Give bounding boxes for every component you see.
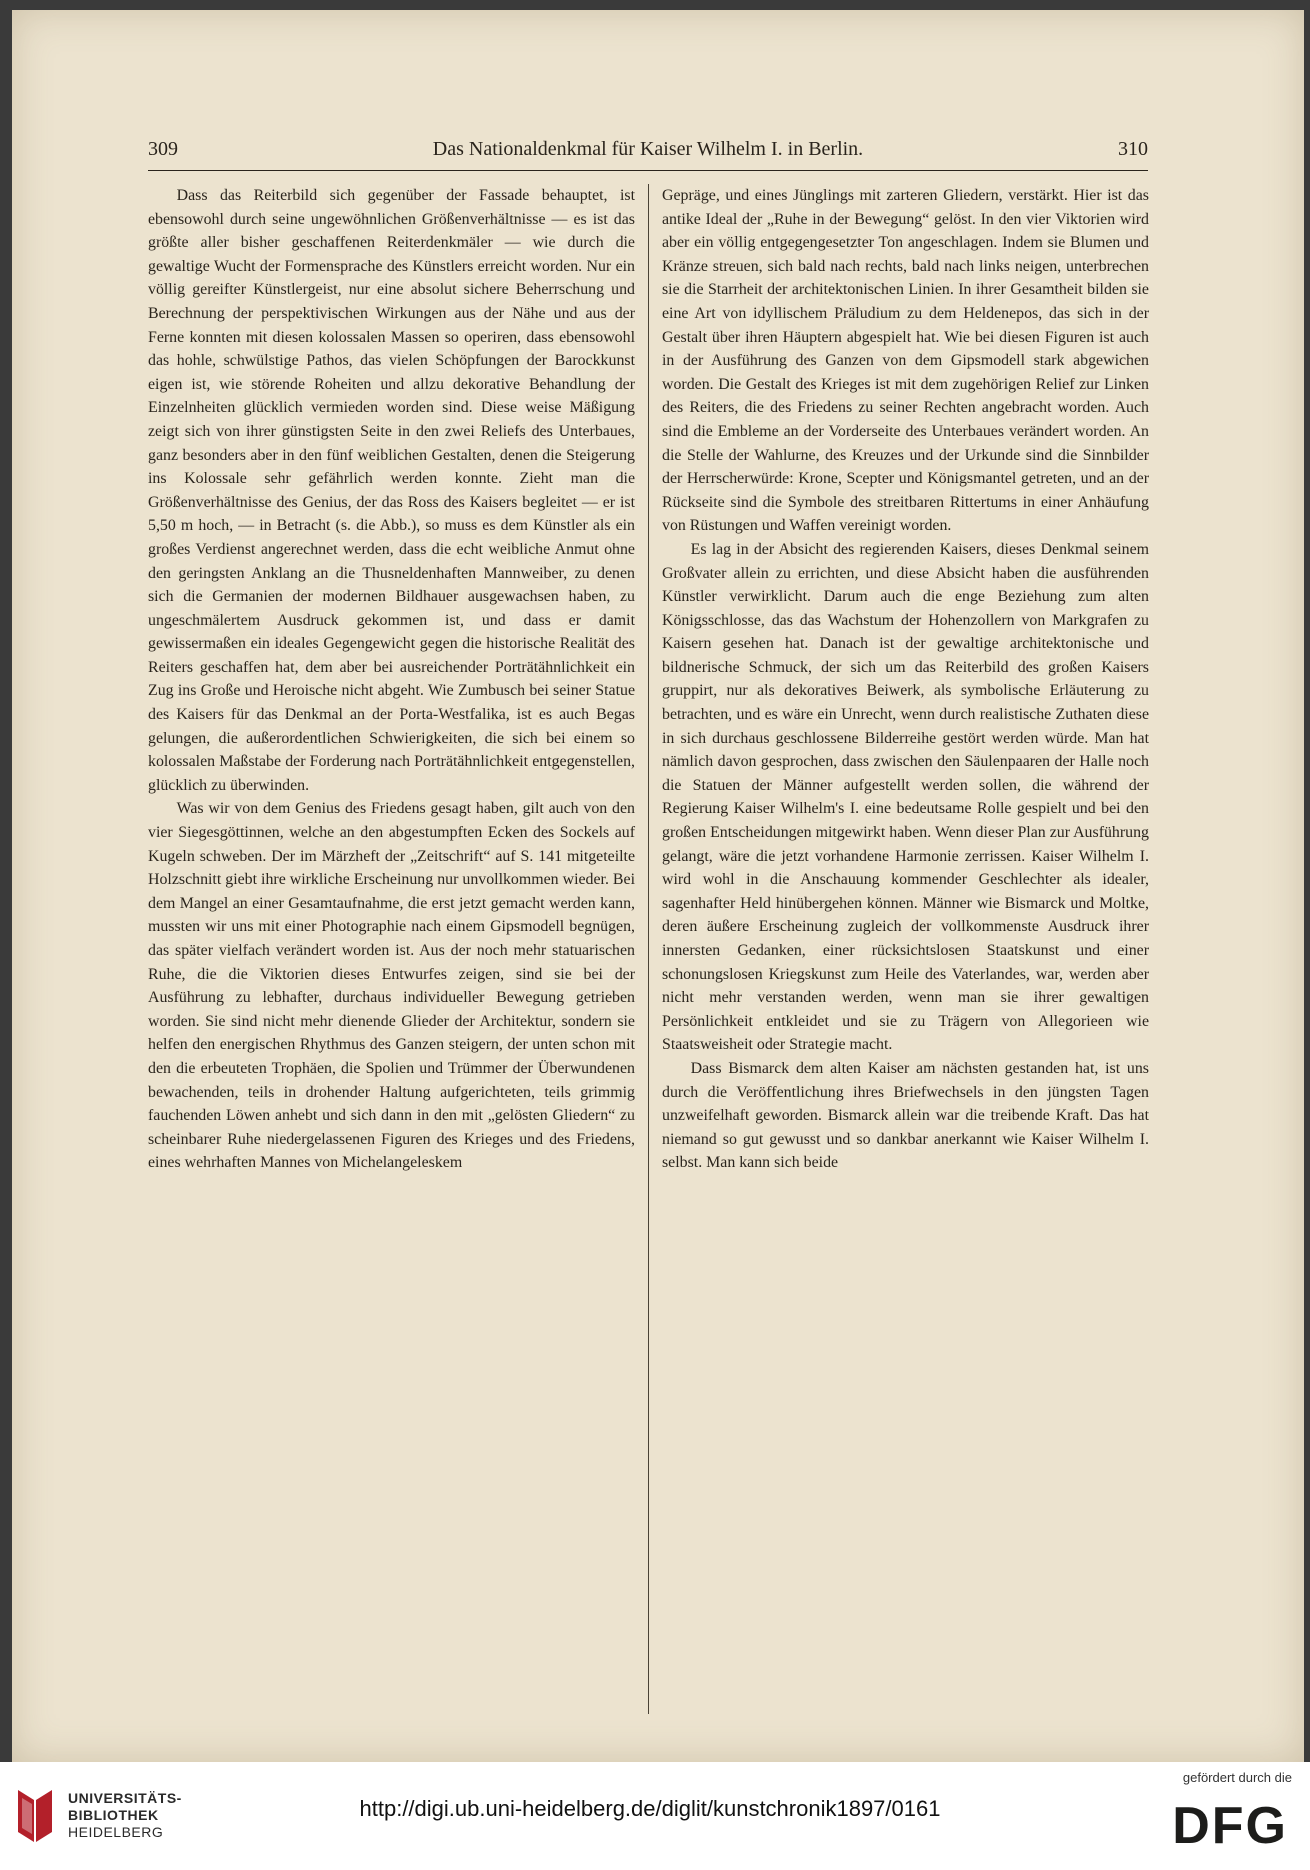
right-paragraph-1: Gepräge, und eines Jünglings mit zarteren Gliedern, verstärkt. Hier ist das antike Ideal der „Ruhe in der Bewegung“ gelöst. In den vier Viktorien wird aber ein völlig entgegengesetzter Ton angeschlagen. Indem sie Blumen und Kränze streuen, sich bald nach rechts, bald nach links neigen, unterbrechen sie die Starrheit der architektonischen Linien. In ihrer Gesamtheit bilden sie eine Art von idyllischem Präludium zu dem Heldenepos, das sich in der Gestalt über ihren Häuptern abgespielt hat. Wie bei diesen Figuren ist auch in der Ausführung des Ganzen von dem Gipsmodell stark abgewichen worden. Die Gestalt des Krieges ist mit dem zugehörigen Relief zur Linken des Reiters, die des Friedens zu seiner Rechten angebracht worden. Auch sind die Embleme an der Vorderseite des Unterbaues verändert worden. An die Stelle der Wahlurne, des Kreuzes und der Urkunde sind die Sinnbilder der Herrscherwürde: Krone, Scepter und Königsmantel getreten, und an der Rückseite sind die Symbole des streitbaren Rittertums in einer Anhäufung von Rüstungen und Waffen vereinigt worden. [662, 187, 1149, 535]
library-name [68, 1790, 182, 1841]
library-line-2: BIBLIOTHEK [68, 1807, 159, 1823]
page-number-right: 310 [1118, 138, 1148, 160]
left-paragraph-1: Dass das Reiterbild sich gegenüber der Fassade behauptet, ist ebensowohl durch seine ungewöhnlichen Größenverhältnisse — es ist das größte aller bisher geschaffenen Reiterdenkmäler — wie durch die gewaltige Wucht der Formensprache des Künstlers erreicht worden. Nur ein völlig gereifter Künstlergeist, nur eine absolut sichere Beherrschung und Berechnung der perspektivischen Wirkungen aus der Nähe und aus der Ferne konnten mit diesen kolossalen Massen so operiren, dass ebensowohl das hohle, schwülstige Pathos, das vielen Schöpfungen der Barockkunst eigen ist, wie störende Roheiten und allzu dekorative Behandlung der Einzelnheiten glücklich vermieden worden sind. Diese weise Mäßigung zeigt sich von ihrer günstigsten Seite in den zwei Reliefs des Unterbaues, ganz besonders aber in den fünf weiblichen Gestalten, denen die Steigerung ins Kolossale sehr gefährlich werden konnte. Zieht man die Größenverhältnisse des Genius, der das Ross des Kaisers begleitet — er ist 5,50 m hoch, — in Betracht (s. die Abb.), so muss es dem Künstler als ein großes Verdienst angerechnet werden, dass die echt weibliche Anmut ohne den geringsten Anklang an die Thusneldenhaften Mannweiber, zu denen sich die Germanien der modernen Bildhauer ausgewachsen haben, zu ungeschmälertem Ausdruck gekommen ist, und dass er damit gewissermaßen ein ideales Gegengewicht gegen die historische Realität des Reiters geschaffen hat, dem aber bei ausreichender Porträtähnlichkeit ein Zug ins Große und Heroische nicht abgeht. Wie Zumbusch bei seiner Statue des Kaisers für das Denkmal an der Porta-Westfalika, ist es auch Begas gelungen, die außerordentlichen Schwierigkeiten, die sich bei einem so kolossalen Maßstabe der Forderung nach Porträtähnlichkeit entgegenstellen, glücklich zu überwinden. [148, 187, 635, 794]
column-divider [648, 184, 649, 1714]
university-library-logo-icon [14, 1786, 56, 1846]
right-paragraph-2: Es lag in der Absicht des regierenden Kaisers, dieses Denkmal seinem Großvater allein zu errichten, und diese Absicht haben die ausführenden Künstler verwirklicht. Darum auch die enge Beziehung zum alten Königsschlosse, das das Wachstum der Hohenzollern von Markgrafen zu Kaisern gesehen hat. Danach ist der gewaltige architektonische und bildnerische Schmuck, der sich um das Reiterbild des großen Kaisers gruppirt, nur als dekoratives Beiwerk, als symbolische Erläuterung zu betrachten, und es wäre ein Unrecht, wenn durch realistische Zuthaten diese in sich durchaus geschlossene Bilderreihe gestört werden würde. Man hat nämlich davon gesprochen, dass zwischen den Säulenpaaren der Halle noch die Statuen der Männer aufgestellt werden sollen, die während der Regierung Kaiser Wilhelm's I. eine bedeutsame Rolle gespielt und bei den großen Entscheidungen mitgewirkt haben. Wenn dieser Plan zur Ausführung gelangt, wäre die jetzt vorhandene Harmonie zerrissen. Kaiser Wilhelm I. wird wohl in die Anschauung kommender Geschlechter als idealer, sagenhafter Held hinübergehen können. Männer wie Bismarck und Moltke, deren äußere Erscheinung zugleich der vollkommenste Ausdruck ihrer innersten Gedanken, einer rücksichtslosen Staatskunst und einer schonungslosen Kriegskunst zum Heile des Vaterlandes, war, werden aber nicht mehr verstanden werden, wenn man sie ihrer gewaltigen Persönlichkeit entkleidet und sie zu Trägern von Allegorieen wie Staatsweisheit oder Strategie macht. [662, 540, 1149, 1054]
right-column [662, 184, 1149, 1175]
footer-bar [0, 1762, 1310, 1870]
library-line-1: UNIVERSITÄTS- [68, 1790, 182, 1806]
library-line-3: HEIDELBERG [68, 1824, 164, 1840]
left-column [148, 184, 635, 1175]
header-title: Das Nationaldenkmal für Kaiser Wilhelm I. in Berlin. [432, 138, 864, 160]
dfg-logo: DFG [1172, 1797, 1288, 1855]
page-number-left: 309 [148, 138, 178, 160]
running-header [148, 138, 1148, 168]
funded-by-label: gefördert durch die [1182, 1770, 1292, 1785]
permalink-url[interactable]: http://digi.ub.uni-heidelberg.de/diglit/kunstchronik1897/0161 [359, 1796, 941, 1821]
right-paragraph-3: Dass Bismarck dem alten Kaiser am nächsten gestanden hat, ist uns durch die Veröffentlichung ihres Briefwechsels in den jüngsten Tagen unzweifelhaft geworden. Bismarck allein war die treibende Kraft. Das hat niemand so gut gewusst und so dankbar anerkannt wie Kaiser Wilhelm I. selbst. Man kann sich beide [662, 1059, 1149, 1172]
header-rule [148, 170, 1148, 171]
left-paragraph-2: Was wir von dem Genius des Friedens gesagt haben, gilt auch von den vier Siegesgöttinnen, welche an den abgestumpften Ecken des Sockels auf Kugeln schweben. Der im Märzheft der „Zeitschrift“ auf S. 141 mitgeteilte Holzschnitt giebt ihre wirkliche Erscheinung nur unvollkommen wieder. Bei dem Mangel an einer Gesamtaufnahme, die erst jetzt gemacht werden kann, mussten wir uns mit einer Photographie nach einem Gipsmodell begnügen, das später vielfach verändert worden ist. Aus der noch mehr statuarischen Ruhe, die die Viktorien dieses Entwurfes zeigen, sind sie bei der Ausführung zu lebhafter, durchaus individueller Bewegung getrieben worden. Sie sind nicht mehr dienende Glieder der Architektur, sondern sie helfen den energischen Rhythmus des Ganzen steigern, der unten schon mit den die erbeuteten Trophäen, die Spolien und Trümmer der Überwundenen bewachenden, teils in drohender Haltung aufgerichteten, teils grimmig fauchenden Löwen anhebt und sich dann in den mit „gelösten Gliedern“ zu scheinbarer Ruhe niedergelassenen Figuren des Krieges und des Friedens, eines wehrhaften Mannes von Michelangeleskem [148, 800, 635, 1172]
